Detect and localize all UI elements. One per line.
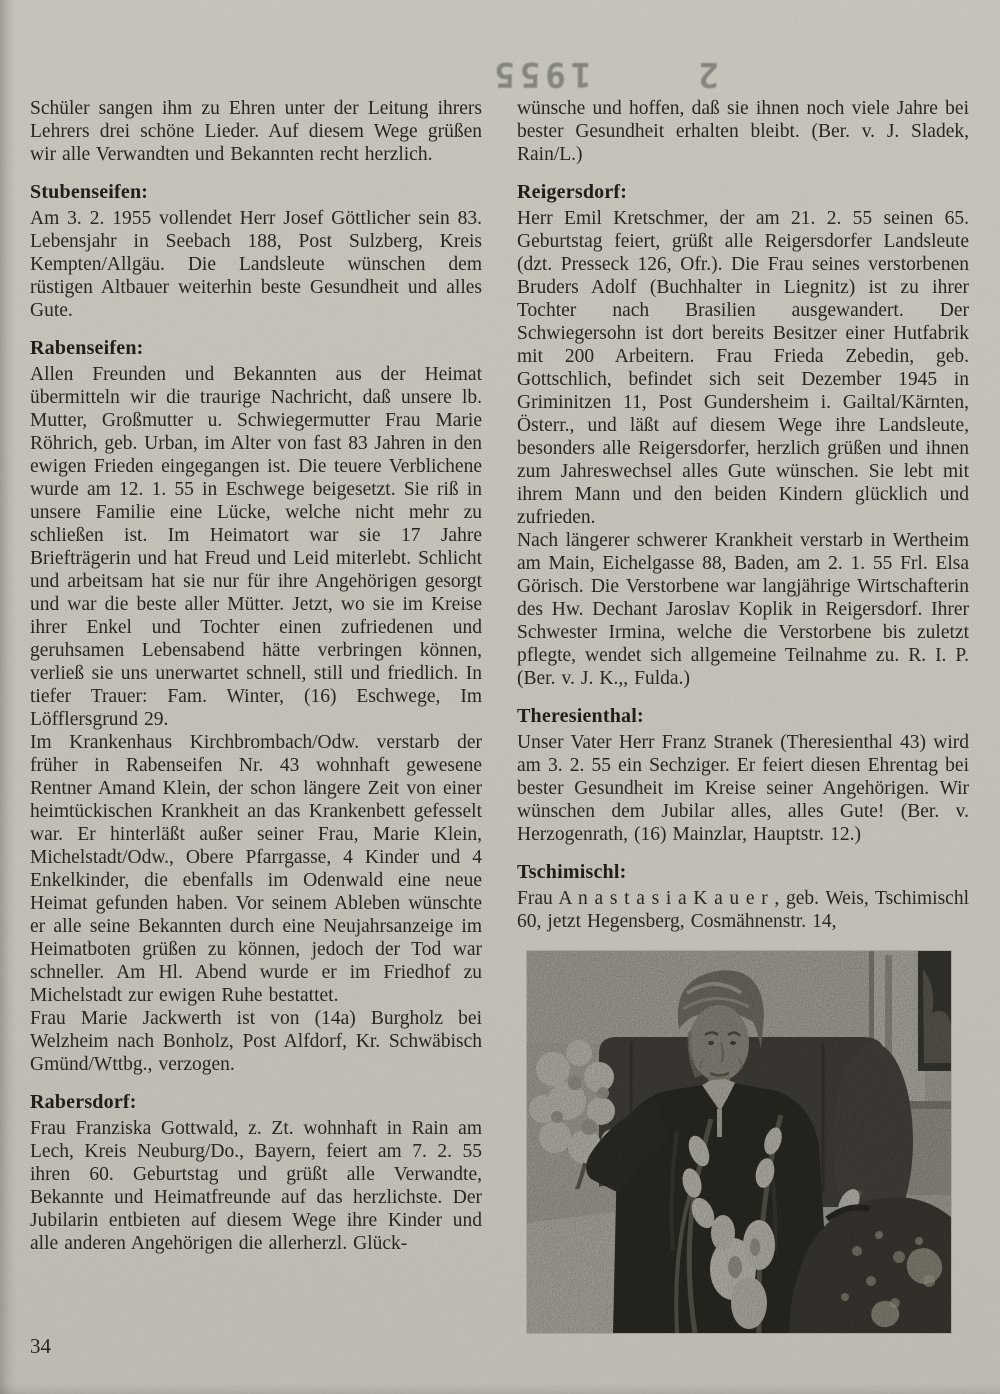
section-tschimischl	[517, 860, 969, 933]
section-heading: Stubenseifen:	[30, 181, 149, 203]
paragraph: Nach längerer schwerer Krankheit verstarb in Wertheim am Main, Eichelgasse 88, Baden, am 2. 1. 55 Frl. Elsa Görisch. Die Verstorbene war langjährige Wirtschafterin des Hw. Dechant Jaroslav Koplik in Reigersdorf. Ihrer Schwester Irmina, welche die Verstorbene bis zuletzt pflegte, wendet sich allgemeine Teilnahme zu. R. I. P. (Ber. v. J. K.,, Fulda.)	[517, 530, 969, 689]
section-rabenseifen	[30, 336, 482, 1076]
section-heading: Rabenseifen:	[30, 337, 144, 359]
page-edge-shadow	[0, 1384, 1000, 1394]
paragraph: Schüler sangen ihm zu Ehren unter der Leitung ihrers Lehrers drei schöne Lieder. Auf diesem Wege grüßen wir alle Verwandten und Bekannten recht herzlich.	[30, 98, 482, 165]
section-heading: Tschimischl:	[517, 861, 627, 883]
paragraph: Frau Marie Jackwerth ist von (14a) Burgholz bei Welzheim nach Bonholz, Post Alfdorf, Kr. Schwäbisch Gmünd/Wttbg., verzogen.	[30, 1008, 482, 1075]
portrait-photo	[527, 951, 951, 1333]
section-reigersdorf	[517, 180, 969, 690]
paragraph: Allen Freunden und Bekannten aus der Heimat übermitteln wir die traurige Nachricht, daß unsere lb. Mutter, Großmutter u. Schwiegermutter Frau Marie Röhrich, geb. Urban, im Alter von fast 83 Jahren in den ewigen Frieden eingegangen ist. Die teuere Verblichene wurde am 12. 1. 55 in Eschwege beigesetzt. Sie riß in unsere Familie eine Lücke, welche nicht mehr zu schließen ist. Im Heimatort war sie 17 Jahre Briefträgerin und hat Freud und Leid miterlebt. Schlicht und arbeitsam hat sie nur für ihre Angehörigen gesorgt und war die beste aller Mütter. Jetzt, wo sie im Kreise ihrer Enkel und Tochter einen zufriedenen und geruhsamen Lebensabend hätte verbringen können, verließ sie uns unerwartet schnell, still und friedlich. In tiefer Trauer: Fam. Winter, (16) Eschwege, Im Löfflersgrund 29.	[30, 364, 482, 730]
section-rabersdorf	[30, 1090, 482, 1255]
section-heading: Reigersdorf:	[517, 181, 628, 203]
paragraph: Frau A n a s t a s i a K a u e r , geb. Weis, Tschimischl 60, jetzt Hegensberg, Cosmähnenstr. 14,	[517, 888, 969, 932]
paragraph: Im Krankenhaus Kirchbrombach/Odw. verstarb der früher in Rabenseifen Nr. 43 wohnhaft gewesene Rentner Amand Klein, der schon längere Zeit von einer heimtückischen Krankheit an das Krankenbett gefesselt war. Er hinterläßt außer seiner Frau, Marie Klein, Michelstadt/Odw., Obere Pfarrgasse, 4 Kinder und 4 Enkelkinder, die ebenfalls im Odenwald eine neue Heimat gefunden haben. Vor seinem Ableben wünschte er alle seine Bekannten durch eine Neujahrsanzeige im Heimatboten grüßen zu können, jedoch der Tod war schneller. Am Hl. Abend wurde er im Friedhof zu Michelstadt zur ewigen Ruhe bestattet.	[30, 732, 482, 1006]
paragraph: Am 3. 2. 1955 vollendet Herr Josef Göttlicher sein 83. Lebensjahr in Seebach 188, Post Sulzberg, Kreis Kempten/Allgäu. Die Landsleute wünschen dem rüstigen Altbauer weiterhin beste Gesundheit und alles Gute.	[30, 208, 482, 321]
section-stubenseifen	[30, 180, 482, 322]
date-stamp-upside-down: 2 1955	[489, 54, 719, 94]
paragraph: Herr Emil Kretschmer, der am 21. 2. 55 seinen 65. Geburtstag feiert, grüßt alle Reigersdorfer Landsleute (dzt. Presseck 126, Ofr.). Die Frau seines verstorbenen Bruders Adolf (Buchhalter in Liegnitz) ist zu ihrer Tochter nach Brasilien ausgewandert. Der Schwiegersohn ist dort bereits Besitzer einer Hutfabrik mit 200 Arbeitern. Frau Frieda Zebedin, geb. Gottschlich, befindet sich seit Dezember 1945 in Griminitzen 11, Post Gundersheim i. Gailtal/Kärnten, Österr., und läßt auf diesem Wege ihre Landsleute, besonders alle Reigersdorfer, herzlich grüßen und ihnen zum Jahreswechsel alles Gute wünschen. Sie lebt mit ihrem Mann und den beiden Kindern glücklich und zufrieden.	[517, 208, 969, 528]
binding-shadow	[0, 0, 16, 1394]
left-column	[30, 97, 482, 1255]
paragraph: Unser Vater Herr Franz Stranek (Theresienthal 43) wird am 3. 2. 55 ein Sechziger. Er feiert diesen Ehrentag bei bester Gesundheit im Kreise seiner Angehörigen. Wir wünschen dem Jubilar alles, alles Gute! (Ber. v. Herzogenrath, (16) Mainzlar, Hauptstr. 12.)	[517, 732, 969, 845]
page-number: 34	[30, 1334, 51, 1358]
section-heading: Theresienthal:	[517, 705, 644, 727]
section-theresienthal	[517, 704, 969, 846]
continuation-block	[517, 97, 969, 166]
paragraph: wünsche und hoffen, daß sie ihnen noch viele Jahre bei bester Gesundheit erhalten bleibt. (Ber. v. J. Sladek, Rain/L.)	[517, 98, 969, 165]
section-heading: Rabersdorf:	[30, 1091, 137, 1113]
right-column	[517, 97, 969, 1333]
paragraph: Frau Franziska Gottwald, z. Zt. wohnhaft in Rain am Lech, Kreis Neuburg/Do., Bayern, feiert am 7. 2. 55 ihren 60. Geburtstag und grüßt alle Verwandte, Bekannte und Heimatfreunde auf das herzlichste. Der Jubilarin entbieten auf diesem Wege ihre Kinder und alle anderen Angehörigen die allerherzl. Glück-	[30, 1118, 482, 1254]
intro-continuation-block	[30, 97, 482, 166]
